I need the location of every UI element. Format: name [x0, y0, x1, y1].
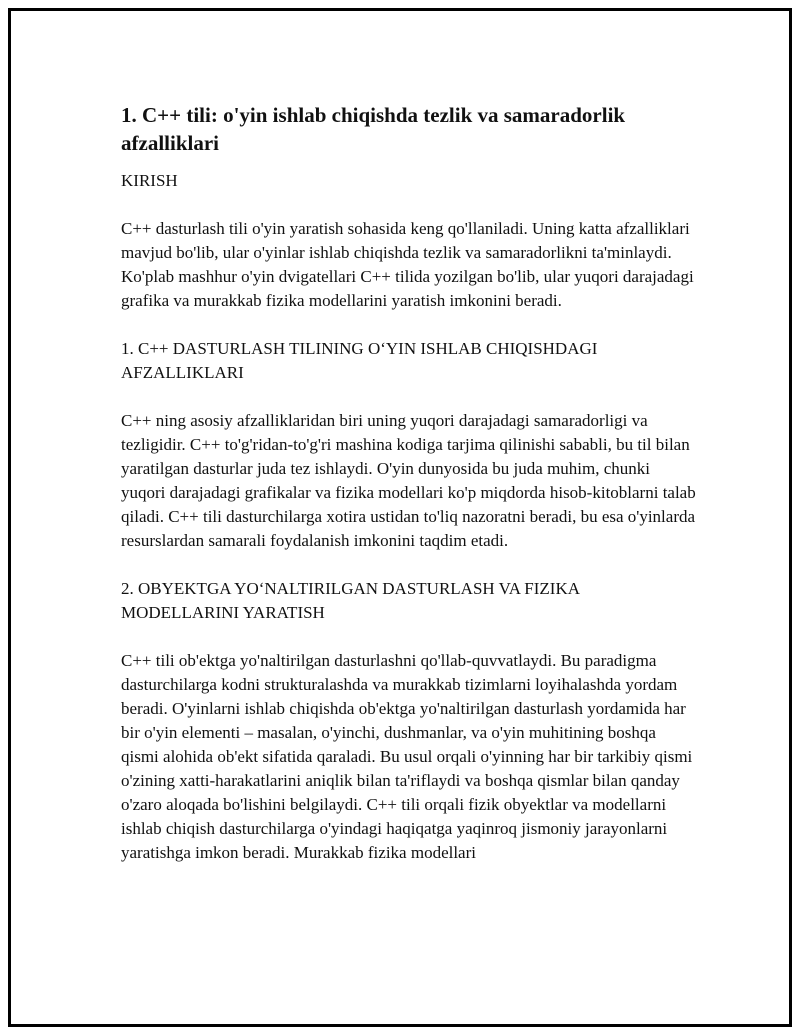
section2-heading: 2. OBYEKTGA YO‘NALTIRILGAN DASTURLASH VA FIZIKA MODELLARINI YARATISH: [121, 579, 580, 622]
document-title: 1. C++ tili: o'yin ishlab chiqishda tezlik va samaradorlik afzalliklari: [121, 103, 626, 155]
page-frame: [8, 8, 792, 1027]
section2-paragraph: C++ tili ob'ektga yo'naltirilgan dasturlashni qo'llab-quvvatlaydi. Bu paradigma dasturchilarga kodni strukturalashda va murakkab tizimlarni loyihalashda yordam beradi. O'yinlarni ishlab chiqishda ob'ektga yo'naltirilgan dasturlash yordamida har bir o'yin elementi – masalan, o'yinchi, dushmanlar, va o'yin muhitining boshqa qismi alohida ob'ekt sifatida qaraladi. Bu usul orqali o'yinning har bir tarkibiy qismi o'zining xatti-harakatlarini aniqlik bilan ta'riflaydi va boshqa qismlar bilan qanday o'zaro aloqada bo'lishini belgilaydi. C++ tili orqali fizik obyektlar va modellarni ishlab chiqish dasturchilarga o'yindagi haqiqatga yaqinroq jismoniy jarayonlarni yaratishga imkon beradi. Murakkab fizika modellari: [121, 651, 693, 862]
document-body: [121, 101, 696, 889]
intro-heading: KIRISH: [121, 171, 178, 190]
intro-paragraph: C++ dasturlash tili o'yin yaratish sohasida keng qo'llaniladi. Uning katta afzalliklari mavjud bo'lib, ular o'yinlar ishlab chiqishda tezlik va samaradorlikni ta'minlaydi. Ko'plab mashhur o'yin dvigatellari C++ tilida yozilgan bo'lib, ular yuqori darajadagi grafika va murakkab fizika modellarini yaratish imkonini beradi.: [121, 219, 694, 310]
section1-paragraph: C++ ning asosiy afzalliklaridan biri uning yuqori darajadagi samaradorligi va tezligidir. C++ to'g'ridan-to'g'ri mashina kodiga tarjima qilinishi sababli, bu til bilan yaratilgan dasturlar juda tez ishlaydi. O'yin dunyosida bu juda muhim, chunki yuqori darajadagi grafikalar va fizika modellari ko'p miqdorda hisob-kitoblarni talab qiladi. C++ tili dasturchilarga xotira ustidan to'liq nazoratni beradi, bu esa o'yinlarda resurslardan samarali foydalanish imkonini taqdim etadi.: [121, 411, 696, 550]
section1-heading: 1. C++ DASTURLASH TILINING O‘YIN ISHLAB CHIQISHDAGI AFZALLIKLARI: [121, 339, 598, 382]
